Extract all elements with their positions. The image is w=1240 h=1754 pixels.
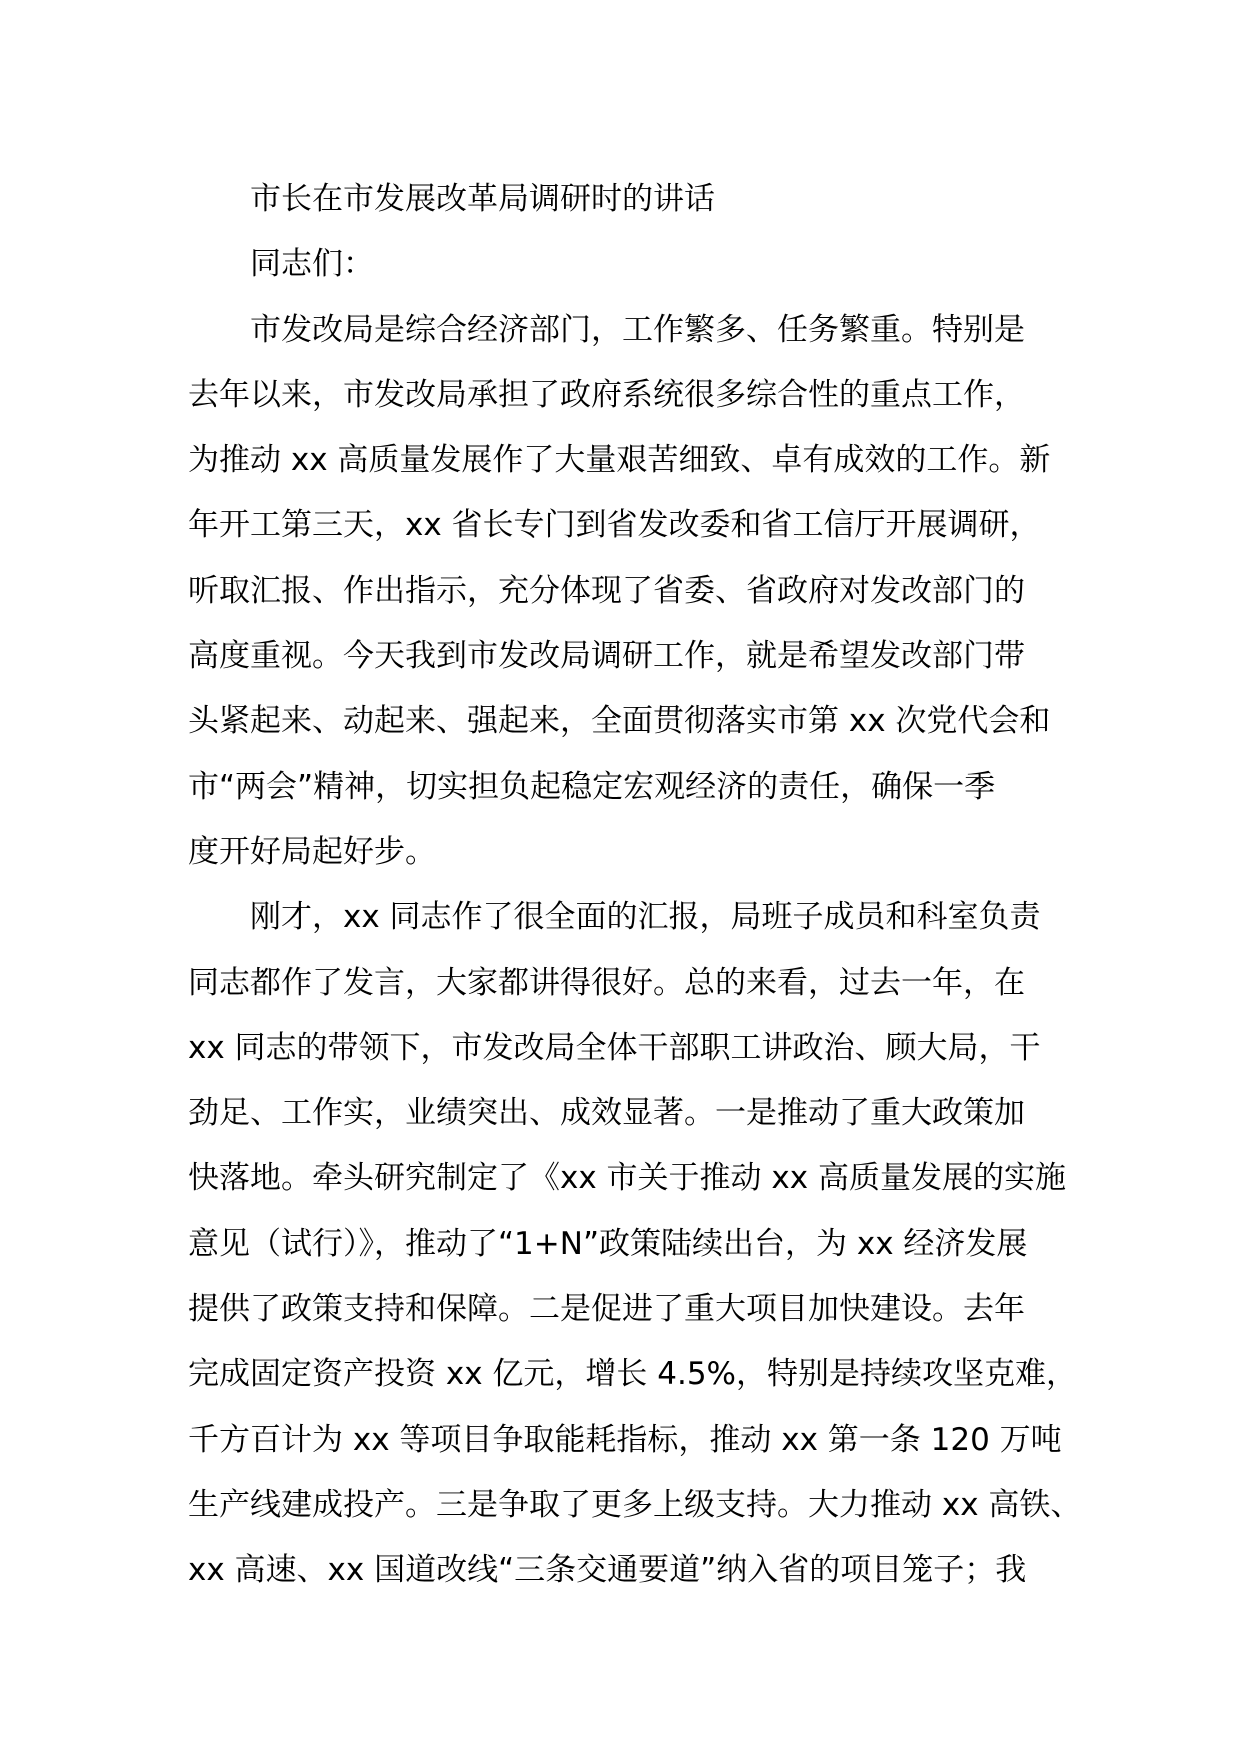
paragraph-2-line-8: 完成固定资产投资 xx 亿元，增长 4.5%，特别是持续攻坚克难， xyxy=(188,1356,1078,1393)
paragraph-1-line-7: 头紧起来、动起来、强起来，全面贯彻落实市第 xx 次党代会和 xyxy=(188,703,1051,740)
paragraph-2-line-7: 提供了政策支持和保障。二是促进了重大项目加快建设。去年 xyxy=(188,1291,1025,1328)
paragraph-2-line-5: 快落地。牵头研究制定了《xx 市关于推动 xx 高质量发展的实施 xyxy=(188,1160,1066,1197)
paragraph-1-line-6: 高度重视。今天我到市发改局调研工作，就是希望发改部门带 xyxy=(188,638,1025,675)
paragraph-2-line-6: 意见（试行）》，推动了“1+N”政策陆续出台，为 xx 经济发展 xyxy=(188,1225,1028,1262)
paragraph-2-line-4: 劲足、工作实，业绩突出、成效显著。一是推动了重大政策加 xyxy=(188,1095,1025,1132)
paragraph-1-line-3: 为推动 xx 高质量发展作了大量艰苦细致、卓有成效的工作。新 xyxy=(188,442,1051,479)
paragraph-1-line-4: 年开工第三天，xx 省长专门到省发改委和省工信厅开展调研， xyxy=(188,507,1041,544)
paragraph-1-line-1: 市发改局是综合经济部门，工作繁多、任务繁重。特别是 xyxy=(250,311,1025,348)
document-title: 市长在市发展改革局调研时的讲话 xyxy=(250,181,715,217)
paragraph-1-line-8: 市“两会”精神，切实担负起稳定宏观经济的责任，确保一季 xyxy=(188,768,996,805)
paragraph-1-line-9: 度开好局起好步。 xyxy=(188,833,436,870)
paragraph-2-line-2: 同志都作了发言，大家都讲得很好。总的来看，过去一年，在 xyxy=(188,964,1025,1001)
paragraph-2-line-9: 千方百计为 xx 等项目争取能耗指标，推动 xx 第一条 120 万吨 xyxy=(188,1421,1062,1458)
paragraph-1-line-2: 去年以来，市发改局承担了政府系统很多综合性的重点工作， xyxy=(188,376,1025,413)
paragraph-2-line-3: xx 同志的带领下，市发改局全体干部职工讲政治、顾大局，干 xyxy=(188,1029,1041,1066)
document-body xyxy=(188,167,1082,1604)
paragraph-2-line-10: 生产线建成投产。三是争取了更多上级支持。大力推动 xx 高铁、 xyxy=(188,1486,1082,1523)
salutation: 同志们： xyxy=(250,246,374,283)
paragraph-2-line-11: xx 高速、xx 国道改线“三条交通要道”纳入省的项目笼子；我 xyxy=(188,1552,1027,1589)
paragraph-1-line-5: 听取汇报、作出指示，充分体现了省委、省政府对发改部门的 xyxy=(188,572,1025,609)
paragraph-2-line-1: 刚才，xx 同志作了很全面的汇报，局班子成员和科室负责 xyxy=(250,899,1041,936)
